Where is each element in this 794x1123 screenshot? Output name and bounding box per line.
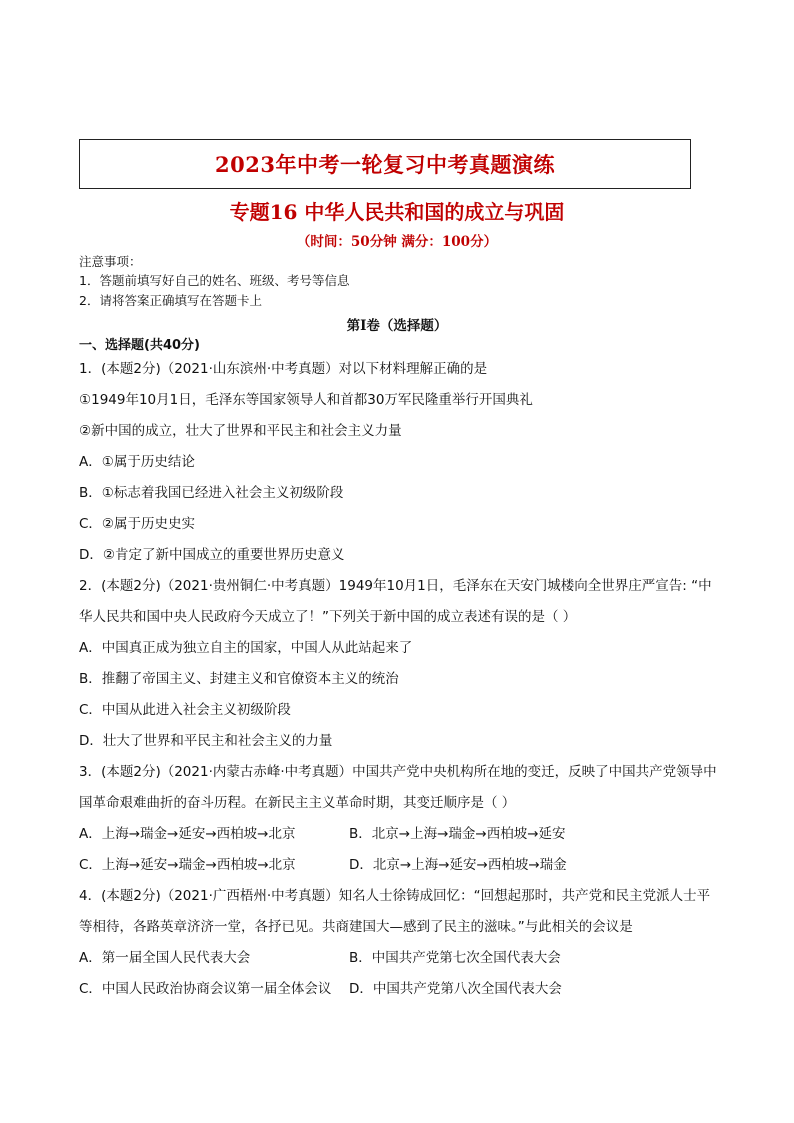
option-d: D．②肯定了新中国成立的重要世界历史意义: [79, 547, 345, 563]
question-4: [79, 881, 721, 1005]
option-row: [79, 943, 721, 974]
main-title: 2023年中考一轮复习中考真题演练: [215, 152, 555, 177]
option-row: [79, 850, 721, 881]
question-stem: 4．(本题2分)（2021·广西梧州·中考真题）知名人士徐铸成回忆：“回想起那时，共产党和民主党派人士平: [79, 888, 711, 904]
question-material: ①1949年10月1日，毛泽东等国家领导人和首都30万军民隆重举行开国典礼: [79, 392, 533, 408]
title-box: [79, 139, 691, 189]
option-a: A．上海→瑞金→延安→西柏坡→北京: [79, 826, 296, 842]
option-a: A．①属于历史结论: [79, 454, 195, 470]
option-b: B．①标志着我国已经进入社会主义初级阶段: [79, 485, 344, 501]
question-stem: 等相待，各路英章济济一堂，各抒已见。共商建国大—感到了民主的滋味。”与此相关的会议是: [79, 919, 633, 935]
question-stem: 3．(本题2分)（2021·内蒙古赤峰·中考真题）中国共产党中央机构所在地的变迁，反映了中国共产党领导中: [79, 764, 717, 780]
option-b: B．中国共产党第七次全国代表大会: [349, 950, 561, 966]
option-a: A．第一届全国人民代表大会: [79, 950, 251, 966]
time-info: （时间：50分钟 满分：100分）: [296, 234, 498, 250]
option-d: D．北京→上海→延安→西柏坡→瑞金: [349, 857, 567, 873]
option-c: C．中国从此进入社会主义初级阶段: [79, 702, 291, 718]
question-3: [79, 757, 721, 881]
section-title: 一、选择题(共40分): [79, 338, 200, 353]
option-row: [79, 974, 721, 1005]
option-d: D．壮大了世界和平民主和社会主义的力量: [79, 733, 333, 749]
option-c: C．中国人民政治协商会议第一届全体会议: [79, 981, 332, 997]
question-stem: 国革命艰难曲折的奋斗历程。在新民主主义革命时期，其变迁顺序是（ ）: [79, 795, 516, 811]
question-2: [79, 571, 721, 757]
question-stem: 1．(本题2分)（2021·山东滨州·中考真题）对以下材料理解正确的是: [79, 361, 488, 377]
option-row: [79, 819, 721, 850]
notice-heading: 注意事项：: [79, 254, 142, 269]
question-stem: 2．(本题2分)（2021·贵州铜仁·中考真题）1949年10月1日，毛泽东在天安门城楼向全世界庄严宣告: “中: [79, 578, 712, 594]
question-1: [79, 354, 721, 571]
subtitle: 专题16 中华人民共和国的成立与巩固: [229, 200, 565, 224]
option-d: D．中国共产党第八次全国代表大会: [349, 981, 562, 997]
notice-item: 1．答题前填写好自己的姓名、班级、考号等信息: [79, 273, 350, 288]
option-b: B．北京→上海→瑞金→西柏坡→延安: [349, 826, 566, 842]
notice-item: 2．请将答案正确填写在答题卡上: [79, 293, 262, 308]
option-b: B．推翻了帝国主义、封建主义和官僚资本主义的统治: [79, 671, 399, 687]
option-c: C．②属于历史史实: [79, 516, 196, 532]
option-a: A．中国真正成为独立自主的国家，中国人从此站起来了: [79, 640, 413, 656]
volume-title: 第I卷（选择题）: [346, 318, 448, 334]
option-c: C．上海→延安→瑞金→西柏坡→北京: [79, 857, 296, 873]
question-stem: 华人民共和国中央人民政府今天成立了！”下列关于新中国的成立表述有误的是（ ）: [79, 609, 577, 625]
question-material: ②新中国的成立，壮大了世界和平民主和社会主义力量: [79, 423, 402, 439]
